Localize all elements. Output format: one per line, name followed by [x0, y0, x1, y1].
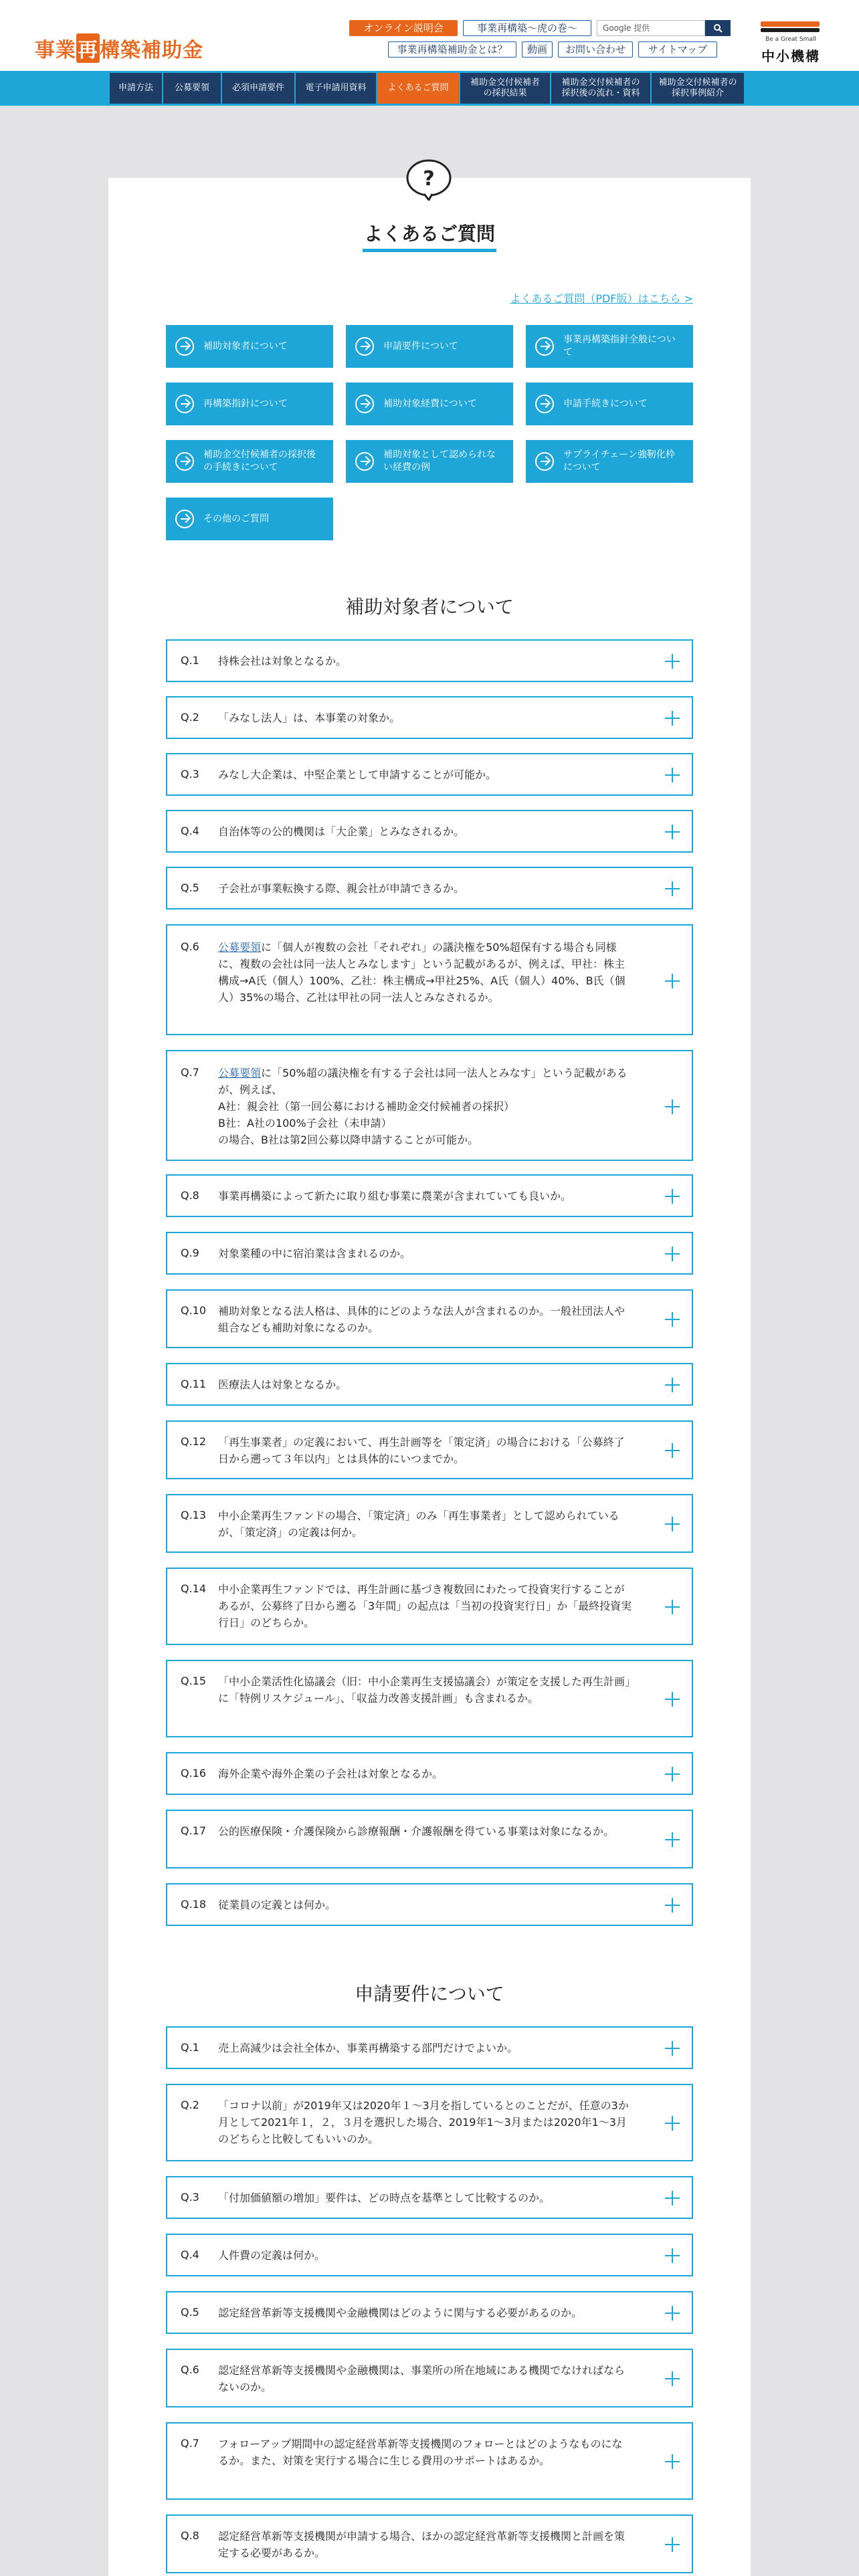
section-title-requirements: 申請要件について — [355, 1983, 504, 2005]
question-number: Q.6 — [181, 940, 199, 953]
plus-icon[interactable] — [665, 1898, 680, 1913]
category-application-procedure[interactable] — [526, 383, 693, 425]
search-input[interactable]: Google 提供 — [597, 20, 705, 36]
arrow-right-icon — [355, 452, 374, 471]
guidelines-link[interactable]: 公募要領 — [218, 1067, 262, 1079]
category-restructuring-guidelines[interactable] — [166, 383, 333, 425]
faq-item[interactable] — [166, 2291, 693, 2334]
question-text: 対象業種の中に宿泊業は含まれるのか。 — [218, 1247, 411, 1260]
guidelines-link[interactable]: 公募要領 — [218, 941, 262, 954]
category-supply-chain[interactable] — [526, 440, 693, 483]
title-underline — [363, 249, 496, 252]
arrow-right-icon — [535, 337, 554, 356]
category-label: 事業再構築指針全般について — [563, 334, 676, 358]
category-label: 補助金交付候補者の採択後の手続きについて — [203, 449, 316, 473]
plus-icon[interactable] — [665, 1189, 680, 1204]
question-number: Q.6 — [181, 2363, 199, 2376]
question-text: 認定経営革新等支援機関や金融機関はどのように関与する必要があるのか。 — [218, 2306, 583, 2319]
plus-icon[interactable] — [665, 2041, 680, 2056]
faq-item[interactable] — [166, 1289, 693, 1348]
category-label: 補助対象経費について — [383, 398, 477, 409]
faq-item[interactable] — [166, 867, 693, 909]
question-text: みなし大企業は、中堅企業として申請することが可能か。 — [218, 768, 497, 781]
faq-item[interactable] — [166, 924, 693, 1035]
faq-item[interactable] — [166, 1568, 693, 1645]
category-label: サプライチェーン強靭化枠について — [563, 449, 675, 473]
faq-item[interactable] — [166, 2084, 693, 2161]
faq-card — [108, 167, 751, 2576]
category-post-selection[interactable] — [166, 440, 333, 483]
plus-icon[interactable] — [665, 2248, 680, 2263]
site-header — [0, 0, 859, 71]
faq-pdf-link[interactable]: よくあるご質問（PDF版）はこちら > — [510, 292, 693, 305]
arrow-right-icon — [175, 510, 194, 528]
question-text: 「再生事業者」の定義において、再生計画等を「策定済」の場合における「公募終了日から遡って３年以内」とは具体的にいつまでか。 — [218, 1436, 625, 1465]
plus-icon[interactable] — [665, 2191, 680, 2206]
plus-icon[interactable] — [665, 1247, 680, 1261]
global-nav — [0, 71, 859, 106]
arrow-right-icon — [355, 395, 374, 413]
question-text: 認定経営革新等支援機関や金融機関は、事業所の所在地域にある機関でなければならないのか。 — [218, 2364, 626, 2393]
search-icon — [713, 23, 723, 33]
smrj-logo-mark — [761, 21, 820, 33]
question-number: Q.5 — [181, 881, 199, 894]
plus-icon[interactable] — [665, 654, 680, 669]
plus-icon[interactable] — [665, 1517, 680, 1531]
plus-icon[interactable] — [665, 2371, 680, 2386]
category-label: 申請要件について — [383, 340, 458, 352]
plus-icon[interactable] — [665, 1832, 680, 1847]
tora-no-maki-button[interactable]: 事業再構築〜虎の巻〜 — [463, 20, 591, 36]
what-is-subsidy-button[interactable]: 事業再構築補助金とは？ — [388, 41, 516, 58]
plus-icon[interactable] — [665, 1378, 680, 1392]
smrj-name: 中小機構 — [761, 48, 820, 64]
question-number: Q.13 — [181, 1509, 207, 1521]
faq-item[interactable] — [166, 2026, 693, 2069]
faq-item[interactable] — [166, 1494, 693, 1553]
plus-icon[interactable] — [665, 768, 680, 782]
question-text: 補助対象となる法人格は、具体的にどのような法人が含まれるのか。一般社団法人や組合なども補助対象になるのか。 — [218, 1305, 626, 1334]
category-guidelines-general[interactable] — [526, 325, 693, 368]
question-text: 持株会社は対象となるか。 — [218, 655, 347, 667]
nav-guidelines[interactable]: 公募要領 — [163, 73, 222, 104]
faq-item[interactable] — [166, 1050, 693, 1161]
question-text: 中小企業再生ファンドの場合、「策定済」のみ「再生事業者」として認められているが、「策定済」の定義は何か。 — [218, 1509, 619, 1539]
question-number: Q.8 — [181, 1189, 199, 1202]
arrow-right-icon — [535, 395, 554, 413]
question-text: 「付加価値額の増加」要件は、どの時点を基準として比較するのか。 — [218, 2191, 551, 2204]
arrow-right-icon — [175, 452, 194, 471]
question-text: 認定経営革新等支援機関が申請する場合、ほかの認定経営革新等支援機関と計画を策定する必要があるか。 — [218, 2530, 626, 2559]
contact-button[interactable]: お問い合わせ — [558, 41, 633, 58]
plus-icon[interactable] — [665, 2116, 680, 2131]
nav-e-application-docs[interactable]: 電子申請用資料 — [296, 73, 377, 104]
video-button[interactable]: 動画 — [522, 41, 553, 58]
question-number: Q.7 — [181, 1066, 199, 1079]
logo-text-1: 事業 — [35, 39, 76, 62]
faq-item[interactable] — [166, 2234, 693, 2276]
faq-item[interactable] — [166, 1232, 693, 1275]
page-title: よくあるご質問 — [363, 223, 495, 245]
question-number: Q.5 — [181, 2306, 199, 2319]
nav-selection-examples[interactable]: 補助金交付候補者の 採択事例紹介 — [652, 73, 745, 104]
faq-item[interactable] — [166, 2514, 693, 2573]
question-number: Q.9 — [181, 1247, 199, 1259]
question-number: Q.1 — [181, 654, 199, 667]
question-text: 自治体等の公的機関は「大企業」とみなされるか。 — [218, 825, 465, 838]
question-text: 従業員の定義とは何か。 — [218, 1899, 337, 1911]
category-label: 再構築指針について — [203, 398, 288, 409]
question-number: Q.16 — [181, 1767, 207, 1780]
category-requirements[interactable] — [346, 325, 513, 368]
category-other[interactable] — [166, 498, 333, 540]
category-label: その他のご質問 — [203, 513, 269, 524]
question-text: 中小企業再生ファンドでは、再生計画に基づき複数回にわたって投資実行することがあるが、公募終了日から遡る「3年間」の起点は「当初の投資実行日」か「最終投資実行日」のどちらか。 — [218, 1583, 632, 1629]
question-number: Q.14 — [181, 1582, 207, 1595]
question-number: Q.12 — [181, 1435, 207, 1448]
search-button[interactable] — [705, 20, 731, 36]
faq-item[interactable] — [166, 1420, 693, 1479]
question-text: 「みなし法人」は、本事業の対象か。 — [218, 712, 401, 724]
plus-icon[interactable] — [665, 2306, 680, 2321]
category-label: 申請手続きについて — [563, 398, 648, 409]
plus-icon[interactable] — [665, 1692, 680, 1707]
arrow-right-icon — [355, 337, 374, 356]
category-eligible[interactable] — [166, 325, 333, 368]
faq-item[interactable] — [166, 2349, 693, 2407]
plus-icon[interactable] — [665, 825, 680, 839]
category-label: 補助対象者について — [203, 340, 288, 352]
nav-post-selection-flow[interactable]: 補助金交付候補者の 採択後の流れ・資料 — [551, 73, 652, 104]
question-text: 「コロナ以前」が2019年又は2020年１〜3月を指しているとのことだが、任意の3か月として2021年１，２，３月を選択した場合、2019年1〜3月または2020年1〜3月のどちらと比較してもいいのか。 — [218, 2099, 629, 2145]
arrow-right-icon — [175, 337, 194, 356]
question-text: 公的医療保険・介護保険から診療報酬・介護報酬を得ている事業は対象になるか。 — [218, 1825, 615, 1838]
question-number: Q.1 — [181, 2041, 199, 2054]
online-seminar-button[interactable]: オンライン説明会 — [349, 20, 458, 36]
plus-icon[interactable] — [665, 1099, 680, 1114]
question-text: 子会社が事業転換する際、親会社が申請できるか。 — [218, 882, 465, 895]
faq-item[interactable] — [166, 2422, 693, 2500]
plus-icon[interactable] — [665, 1767, 680, 1782]
plus-icon[interactable] — [665, 2454, 680, 2469]
question-number: Q.10 — [181, 1304, 207, 1317]
sitemap-button[interactable]: サイトマップ — [638, 41, 717, 58]
question-number: Q.17 — [181, 1824, 207, 1837]
question-text: フォローアップ期間中の認定経営革新等支援機関のフォローとはどのようなものになるか。また、対策を実行する場合に生じる費用のサポートはあるか。 — [218, 2438, 623, 2467]
question-text: 公募要領に「個人が複数の会社「それぞれ」の議決権を50%超保有する場合も同様に、複数の会社は同一法人とみなします」という記載があるが、例えば、甲社：株主構成→A氏（個人）100%、乙社：株主構成→甲社25%、A氏（個人）40%、B氏（個人）35%の場合、乙社は甲社の同一法人とみなされるか。 — [218, 941, 626, 1004]
faq-item[interactable] — [166, 1883, 693, 1926]
question-number: Q.7 — [181, 2437, 199, 2450]
question-number: Q.11 — [181, 1378, 207, 1390]
question-number: Q.2 — [181, 2099, 199, 2111]
faq-item[interactable] — [166, 2176, 693, 2219]
arrow-right-icon — [175, 395, 194, 413]
faq-item[interactable] — [166, 1752, 693, 1795]
faq-item[interactable] — [166, 696, 693, 739]
nav-selection-results[interactable]: 補助金交付候補者 の採択結果 — [460, 73, 551, 104]
question-number: Q.18 — [181, 1898, 207, 1911]
plus-icon[interactable] — [665, 1443, 680, 1458]
question-text: 事業再構築によって新たに取り組む事業に農業が含まれていても良いか。 — [218, 1190, 572, 1202]
question-text: 「中小企業活性化協議会（旧：中小企業再生支援協議会）が策定を支援した再生計画」に「特例リスケジュール」、「収益力改善支援計画」も含まれるか。 — [218, 1675, 631, 1705]
category-eligible-expenses[interactable] — [346, 383, 513, 425]
faq-item[interactable] — [166, 1660, 693, 1737]
question-text: 医療法人は対象となるか。 — [218, 1378, 347, 1391]
plus-icon[interactable] — [665, 881, 680, 896]
question-number: Q.4 — [181, 2248, 199, 2261]
plus-icon[interactable] — [665, 974, 680, 988]
svg-text:?: ? — [423, 167, 435, 191]
question-number: Q.3 — [181, 768, 199, 780]
section-title-eligible: 補助対象者について — [345, 596, 514, 618]
category-ineligible-expenses[interactable] — [346, 440, 513, 483]
smrj-tagline: Be a Great Small — [765, 36, 816, 43]
question-number: Q.3 — [181, 2191, 199, 2204]
category-label: 補助対象として認められない経費の例 — [383, 449, 496, 473]
site-logo[interactable] — [35, 33, 203, 63]
faq-item[interactable] — [166, 1174, 693, 1217]
arrow-right-icon — [535, 452, 554, 471]
faq-item[interactable] — [166, 1810, 693, 1868]
question-number: Q.8 — [181, 2529, 199, 2542]
question-number: Q.2 — [181, 711, 199, 724]
logo-text-2: 構築 — [100, 39, 141, 62]
plus-icon[interactable] — [665, 1312, 680, 1327]
question-number: Q.4 — [181, 825, 199, 837]
nav-requirements[interactable]: 必須申請要件 — [222, 73, 296, 104]
question-text: 公募要領に「50%超の議決権を有する子会社は同一法人とみなす」という記載があるが、例えば、 A社：親会社（第一回公募における補助金交付候補者の採択） B社：A社の100%子会社（未申請） の場合、B社は第2回公募以降申請することが可能か。 — [218, 1067, 628, 1146]
plus-icon[interactable] — [665, 1600, 680, 1614]
smrj-logo[interactable] — [757, 21, 824, 62]
faq-item[interactable] — [166, 1363, 693, 1406]
faq-item[interactable] — [166, 753, 693, 796]
faq-item[interactable] — [166, 639, 693, 682]
question-text: 海外企業や海外企業の子会社は対象となるか。 — [218, 1767, 444, 1780]
nav-application-method[interactable]: 申請方法 — [110, 73, 163, 104]
question-bubble-icon — [405, 159, 452, 201]
logo-text-3: 補助金 — [141, 39, 203, 62]
question-text: 売上高減少は会社全体か、事業再構築する部門だけでよいか。 — [218, 2042, 518, 2054]
plus-icon[interactable] — [665, 711, 680, 726]
nav-faq[interactable]: よくあるご質問 — [377, 73, 460, 104]
question-text: 人件費の定義は何か。 — [218, 2249, 326, 2262]
plus-icon[interactable] — [665, 2537, 680, 2552]
logo-text-box: 再 — [76, 33, 100, 63]
faq-item[interactable] — [166, 810, 693, 853]
question-number: Q.15 — [181, 1675, 207, 1687]
